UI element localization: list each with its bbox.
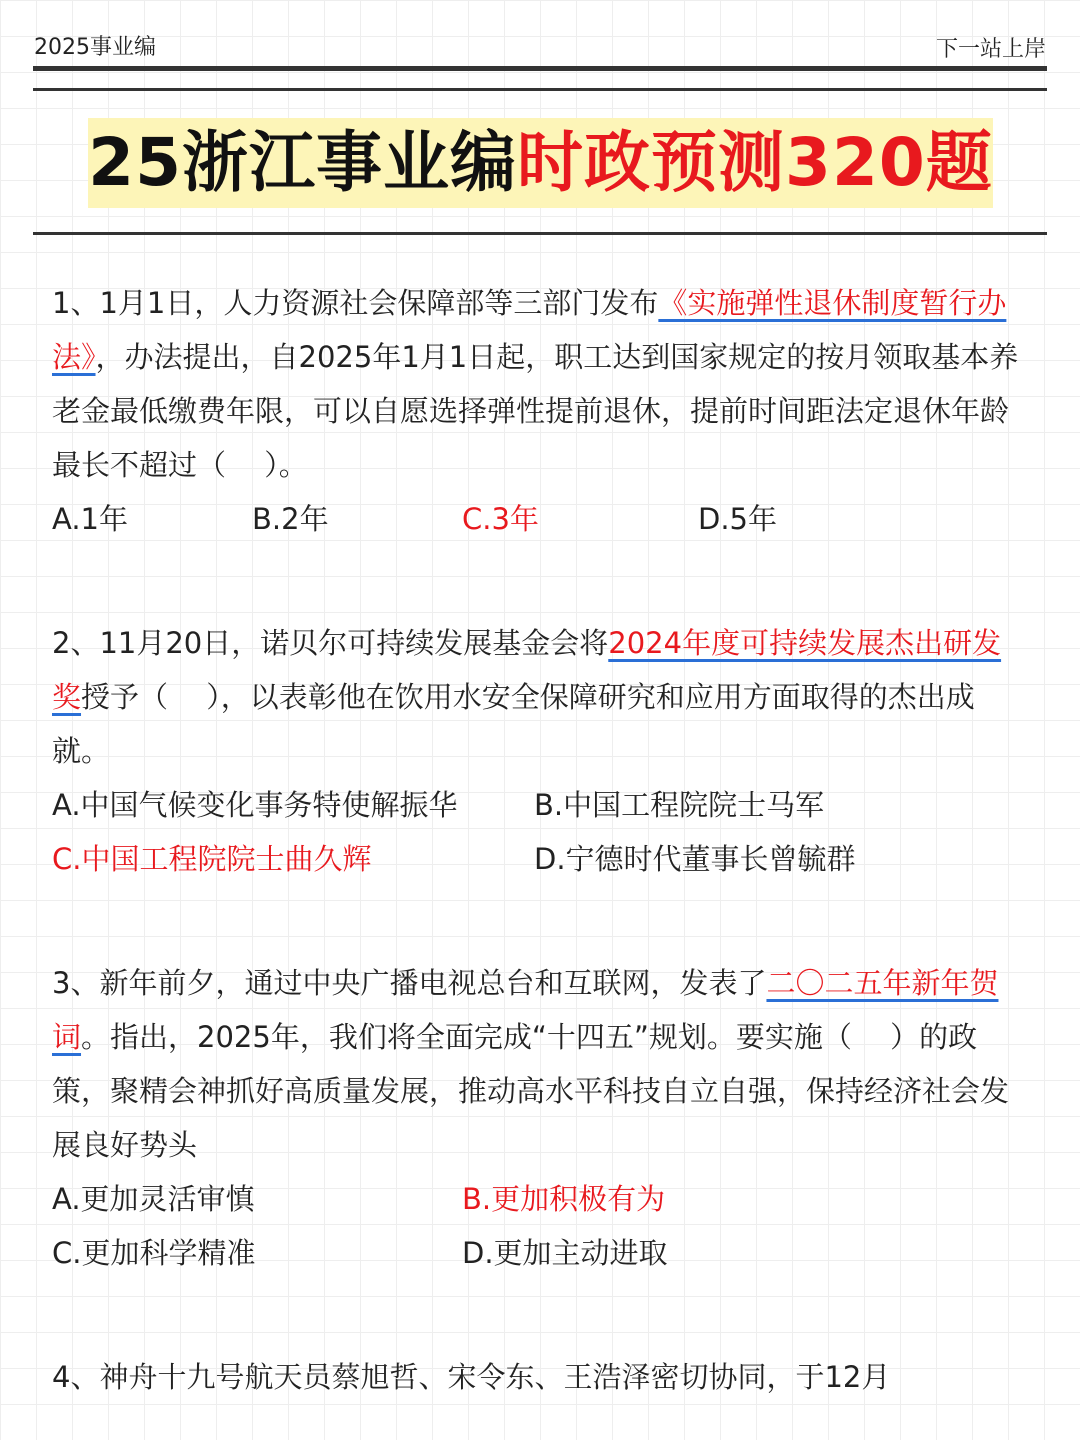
question-3-option-a: A.更加灵活审慎 [52, 1182, 255, 1216]
title-top-rule [33, 88, 1047, 91]
question-1-options [52, 492, 1028, 546]
question-1-text [52, 276, 1028, 492]
question-2-options-row-2 [52, 832, 1028, 886]
question-1-option-b: B.2年 [252, 502, 329, 536]
question-2-option-d: D.宁德时代董事长曾毓群 [534, 842, 856, 876]
question-3-option-b-answer: B.更加积极有为 [462, 1182, 666, 1216]
question-2-post: 授予（ ），以表彰他在饮用水安全保障研究和应用方面取得的杰出成就。 [52, 680, 975, 768]
question-3 [52, 956, 1028, 1280]
question-2-option-c-answer: C.中国工程院院士曲久辉 [52, 842, 372, 876]
question-2-options-row-1 [52, 778, 1028, 832]
question-1-option-c-answer: C.3年 [462, 502, 539, 536]
question-3-option-d: D.更加主动进取 [462, 1236, 668, 1270]
question-3-options-row-2 [52, 1226, 1028, 1280]
question-1-post: ，办法提出，自2025年1月1日起，职工达到国家规定的按月领取基本养老金最低缴费年限，可以自愿选择弹性提前退休，提前时间距法定退休年龄最长不超过（ ）。 [52, 340, 1019, 482]
page-title [88, 118, 993, 208]
question-1-pre: 1、1月1日，人力资源社会保障部等三部门发布 [52, 286, 659, 320]
question-2-highlight: 2024年度可持续发展杰出研发奖 [52, 626, 1002, 714]
header-left-label: 2025事业编 [34, 35, 156, 60]
question-2 [52, 616, 1028, 886]
top-rule [33, 66, 1047, 71]
question-2-pre: 2、11月20日，诺贝尔可持续发展基金会将 [52, 626, 609, 660]
question-3-pre: 3、新年前夕，通过中央广播电视总台和互联网，发表了 [52, 966, 767, 1000]
question-4-text: 4、神舟十九号航天员蔡旭哲、宋令东、王浩泽密切协同，于12月 [52, 1360, 891, 1394]
question-3-post: 。指出，2025年，我们将全面完成“十四五”规划。要实施（ ）的政策，聚精会神抓好高质量发展，推动高水平科技自立自强，保持经济社会发展良好势头 [52, 1020, 1010, 1162]
question-3-text [52, 956, 1028, 1172]
question-3-options-row-1 [52, 1172, 1028, 1226]
question-1-option-a: A.1年 [52, 502, 128, 536]
question-3-option-c: C.更加科学精准 [52, 1236, 256, 1270]
question-1-option-d: D.5年 [698, 502, 777, 536]
title-red-part: 时政预测320题 [517, 124, 993, 201]
question-3-highlight: 二〇二五年新年贺词 [52, 966, 999, 1054]
question-1 [52, 276, 1028, 546]
question-1-highlight: 《实施弹性退休制度暂行办法》 [52, 286, 1007, 374]
title-black-part: 25浙江事业编 [88, 124, 518, 201]
question-2-option-a: A.中国气候变化事务特使解振华 [52, 788, 458, 822]
header-right-label: 下一站上岸 [935, 37, 1046, 62]
question-2-option-b: B.中国工程院院士马军 [534, 788, 825, 822]
question-4 [52, 1350, 1028, 1404]
question-2-text [52, 616, 1028, 778]
title-bottom-rule [33, 232, 1047, 235]
